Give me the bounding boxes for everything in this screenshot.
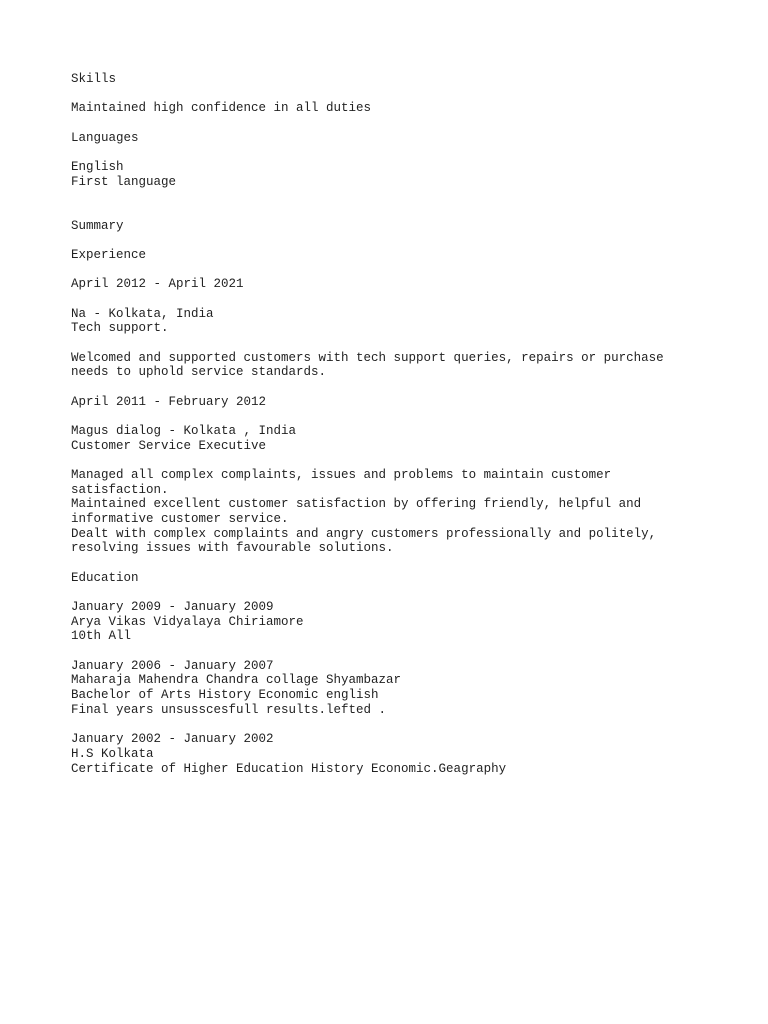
skills-list — [71, 101, 691, 116]
languages-heading-text: Languages — [71, 130, 139, 145]
job-bullet: Managed all complex complaints, issues and problems to maintain customer satisfaction. — [71, 467, 619, 497]
language-name: English — [71, 159, 124, 174]
education-entry — [71, 732, 691, 776]
job-dates — [71, 277, 691, 292]
education-heading — [71, 571, 691, 586]
job-title: Customer Service Executive — [71, 438, 267, 453]
job-employer: Na - Kolkata, India — [71, 306, 214, 321]
education-dates: January 2006 - January 2007 — [71, 658, 274, 673]
language-item — [71, 160, 691, 189]
language-level: First language — [71, 174, 177, 189]
education-school: H.S Kolkata — [71, 746, 154, 761]
job-dates — [71, 395, 691, 410]
job-dates-text: April 2012 - April 2021 — [71, 277, 244, 292]
education-heading-text: Education — [71, 570, 139, 585]
education-degree: 10th All — [71, 629, 132, 644]
education-dates: January 2002 - January 2002 — [71, 732, 274, 747]
job-description — [71, 351, 691, 380]
job-employer-block — [71, 424, 691, 453]
education-entry — [71, 600, 691, 644]
summary-heading-text: Summary — [71, 218, 124, 233]
job-bullet: Dealt with complex complaints and angry customers professionally and politely, resolving issues with favourable solutions. — [71, 526, 664, 556]
job-employer-block — [71, 307, 691, 336]
education-note: Final years unsusscesfull results.lefted . — [71, 702, 387, 717]
resume-document — [71, 72, 691, 791]
languages-heading — [71, 131, 691, 146]
education-entry — [71, 659, 691, 718]
education-school: Maharaja Mahendra Chandra collage Shyambazar — [71, 673, 402, 688]
education-dates: January 2009 - January 2009 — [71, 599, 274, 614]
skills-heading — [71, 72, 691, 87]
job-title: Tech support. — [71, 321, 169, 336]
experience-heading-text: Experience — [71, 247, 147, 262]
experience-heading — [71, 248, 691, 263]
job-bullet: Welcomed and supported customers with tech support queries, repairs or purchase needs to uphold service standards. — [71, 350, 672, 380]
education-degree: Certificate of Higher Education History Economic.Geagraphy — [71, 761, 507, 776]
education-degree: Bachelor of Arts History Economic english — [71, 688, 379, 703]
summary-heading — [71, 219, 691, 234]
job-bullet: Maintained excellent customer satisfaction by offering friendly, helpful and informative customer service. — [71, 497, 649, 526]
job-description — [71, 468, 691, 556]
skills-heading-text: Skills — [71, 72, 117, 86]
job-dates-text: April 2011 - February 2012 — [71, 394, 267, 409]
job-employer: Magus dialog - Kolkata , India — [71, 423, 297, 438]
skill-item: Maintained high confidence in all duties — [71, 101, 372, 116]
education-school: Arya Vikas Vidyalaya Chiriamore — [71, 614, 304, 629]
